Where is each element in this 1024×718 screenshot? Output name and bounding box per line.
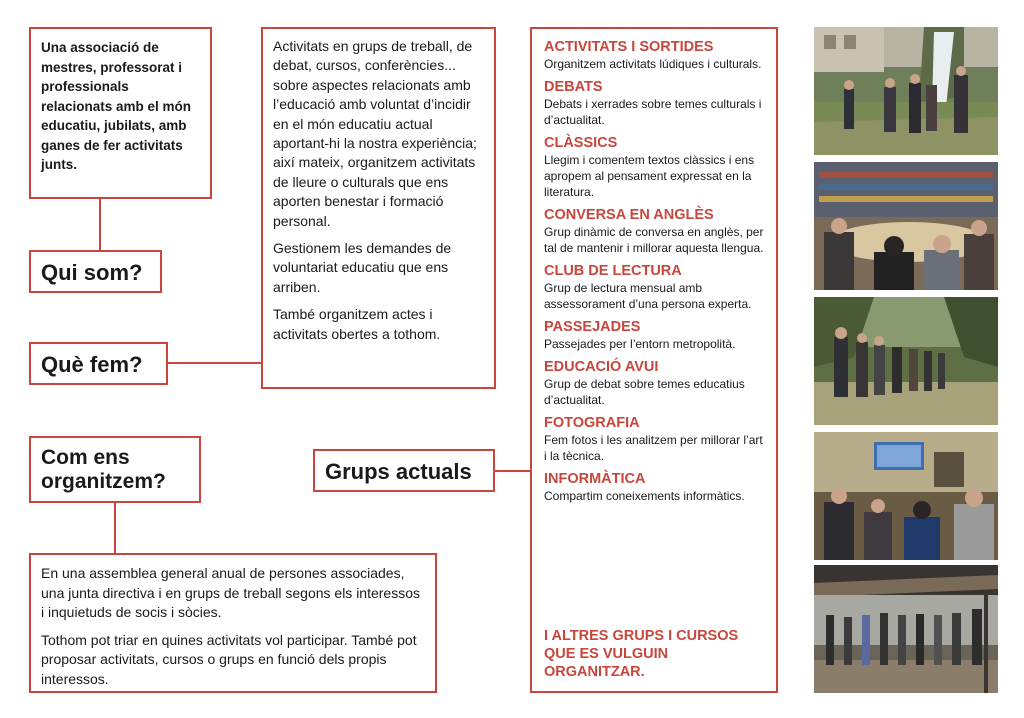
grups-actuals-heading: Grups actuals <box>325 459 472 484</box>
organization-text <box>41 564 425 689</box>
qui-som-heading: Qui som? <box>41 260 143 285</box>
group-desc: Grup de debat sobre temes educatius d’actualitat. <box>544 377 745 407</box>
group-title: CLÀSSICS <box>544 135 618 151</box>
group-title: CLUB DE LECTURA <box>544 263 682 279</box>
intro-box <box>29 27 212 199</box>
what-paragraph-1: Activitats en grups de treball, de debat, cursos, conferències... sobre aspectes relacionats amb l’educació amb voluntat d’incidir en el món educatiu actual aportant-hi la nostra experiència; així mateix, organitzem activitats de lleure o culturals que ens aporten benestar i formació personal. <box>273 38 477 229</box>
group-item <box>544 414 764 464</box>
group-desc: Organitzem activitats lúdiques i culturals. <box>544 57 762 71</box>
photo-waterfall-outing <box>814 27 998 155</box>
group-title: PASSEJADES <box>544 319 641 335</box>
group-desc: Debats i xerrades sobre temes culturals i d’actualitat. <box>544 97 762 127</box>
group-item <box>544 262 764 312</box>
com-ens-heading: Com ens organitzem? <box>41 446 166 493</box>
group-title: CONVERSA EN ANGLÈS <box>544 207 714 223</box>
com-ens-box <box>29 436 201 503</box>
group-item <box>544 206 764 256</box>
group-desc: Compartim coneixements informàtics. <box>544 489 745 503</box>
what-paragraph-2: Gestionem les demandes de voluntariat educatiu que ens arriben. <box>273 240 452 295</box>
group-title: INFORMÀTICA <box>544 471 646 487</box>
connector-com-ens <box>114 502 116 554</box>
group-title: EDUCACIÓ AVUI <box>544 359 659 375</box>
photo-woods-walk <box>814 297 998 425</box>
what-we-do-box <box>261 27 496 389</box>
group-desc: Fem fotos i les analitzem per millorar l’art i la tècnica. <box>544 433 763 463</box>
org-paragraph-2: Tothom pot triar en quines activitats vol participar. També pot proposar activitats, cursos o grups en funció dels propis interessos. <box>41 631 417 687</box>
organization-box <box>29 553 437 693</box>
group-item <box>544 470 764 504</box>
group-item <box>544 78 764 128</box>
grups-actuals-box <box>313 449 495 492</box>
group-desc: Grup de lectura mensual amb assessorament d’una persona experta. <box>544 281 752 311</box>
group-item <box>544 358 764 408</box>
que-fem-box <box>29 342 168 385</box>
group-item <box>544 318 764 352</box>
photo-classroom-talk <box>814 432 998 560</box>
what-paragraph-3: També organitzem actes i activitats obertes a tothom. <box>273 306 441 342</box>
group-title: DEBATS <box>544 79 603 95</box>
group-title: ACTIVITATS I SORTIDES <box>544 39 714 55</box>
photo-pergola-group <box>814 565 998 693</box>
group-desc: Grup dinàmic de conversa en anglès, per tal de mantenir i millorar aquesta llengua. <box>544 225 764 255</box>
photo-library-meeting <box>814 162 998 290</box>
group-title: FOTOGRAFIA <box>544 415 640 431</box>
connector-que-fem <box>166 362 263 364</box>
group-item <box>544 134 764 200</box>
connector-qui-som <box>99 197 101 251</box>
group-item <box>544 38 764 72</box>
qui-som-box <box>29 250 162 293</box>
intro-text: Una associació de mestres, professorat i professionals relacionats amb el món educatiu, jubilats, amb ganes de fer activitats junts. <box>41 40 192 172</box>
connector-grups <box>493 470 532 472</box>
que-fem-heading: Què fem? <box>41 352 143 377</box>
org-paragraph-1: En una assemblea general anual de persones associades, una junta directiva i en grups de treball segons els interessos i inquietuds de socis i sòcies. <box>41 565 420 620</box>
what-we-do-text <box>273 37 484 344</box>
group-desc: Llegim i comentem textos clàssics i ens apropem al pensament expressat en la literatura. <box>544 153 755 199</box>
groups-list-box <box>530 27 778 693</box>
group-desc: Passejades per l’entorn metropolità. <box>544 337 736 351</box>
closing-text: I ALTRES GRUPS I CURSOS QUE ES VULGUIN ORGANITZAR. <box>544 628 739 680</box>
